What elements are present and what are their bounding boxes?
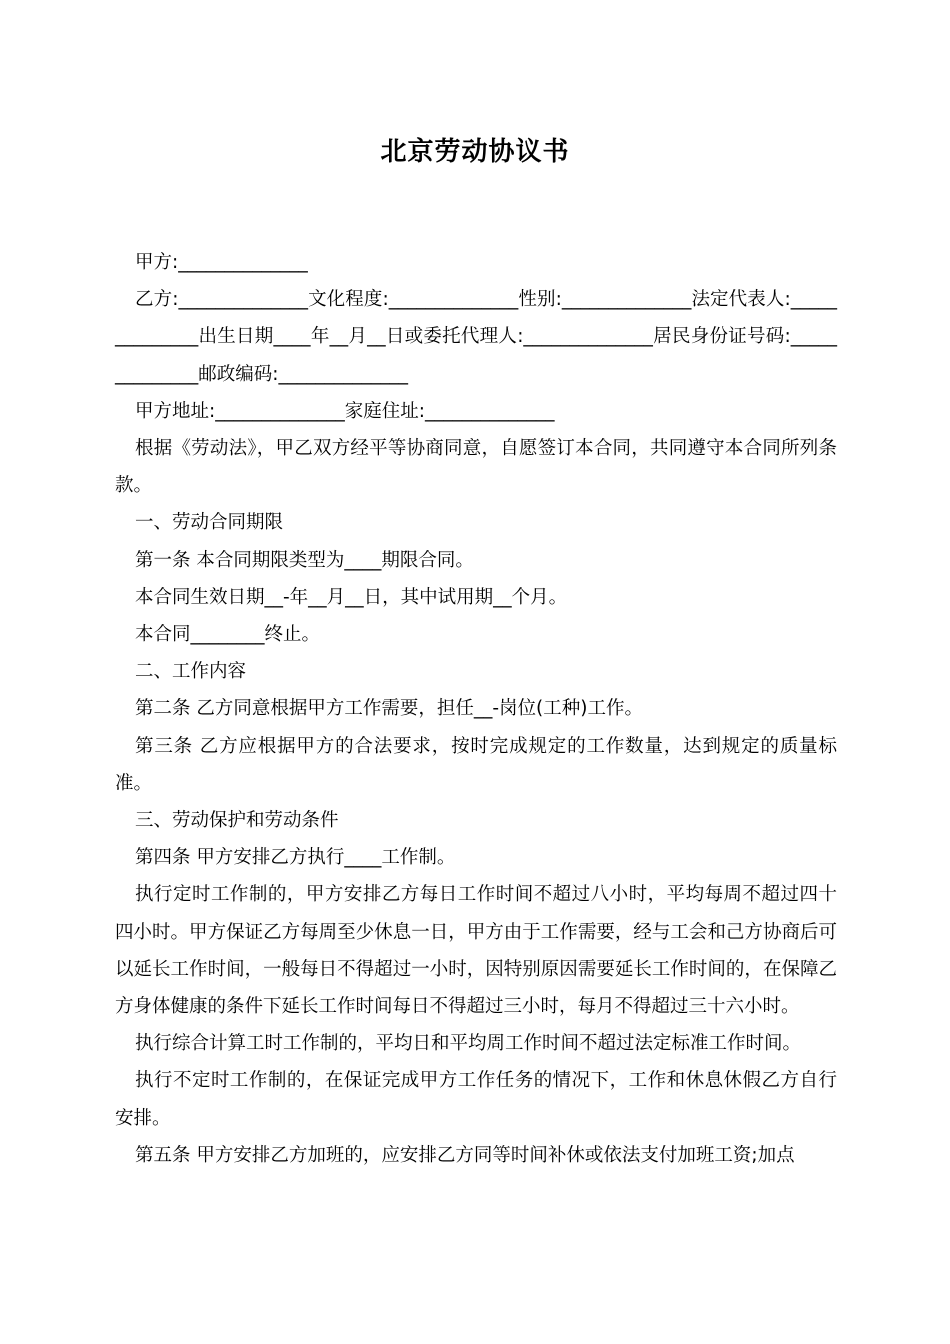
- termination-line: 本合同________终止。: [135, 624, 321, 646]
- article-1: 第一条 本合同期限类型为____期限合同。: [135, 549, 474, 571]
- section-heading-1: 一、劳动合同期限: [135, 512, 284, 534]
- section-heading-2: 二、工作内容: [135, 661, 247, 683]
- address-line: 甲方地址:______________家庭住址:______________: [135, 400, 555, 422]
- article-4: 第四条 甲方安排乙方执行____工作制。: [135, 847, 456, 869]
- party-b-info: 乙方:______________文化程度:______________性别:______________法定代表人:______________出生日期____年__月__日或委托代理人:______________居民身份证号码:______________邮政编码:______________: [115, 289, 837, 385]
- article-3: 第三条 乙方应根据甲方的合法要求，按时完成规定的工作数量，达到规定的质量标准。: [115, 735, 837, 794]
- fixed-hours-paragraph: 执行定时工作制的，甲方安排乙方每日工作时间不超过八小时，平均每周不超过四十四小时。甲方保证乙方每周至少休息一日，甲方由于工作需要，经与工会和己方协商后可以延长工作时间，一般每日不得超过一小时，因特别原因需要延长工作时间的，在保障乙方身体健康的条件下延长工作时间每日不得超过三小时，每月不得超过三十六小时。: [115, 884, 837, 1018]
- document-title: 北京劳动协议书: [380, 137, 570, 167]
- comprehensive-hours-paragraph: 执行综合计算工时工作制的，平均日和平均周工作时间不超过法定标准工作时间。: [135, 1033, 802, 1055]
- flexible-hours-paragraph: 执行不定时工作制的，在保证完成甲方工作任务的情况下，工作和休息休假乙方自行安排。: [115, 1070, 837, 1129]
- party-a-line: 甲方:______________: [135, 252, 308, 273]
- preamble-paragraph: 根据《劳动法》，甲乙双方经平等协商同意，自愿签订本合同，共同遵守本合同所列条款。: [115, 438, 837, 497]
- section-heading-3: 三、劳动保护和劳动条件: [135, 810, 339, 832]
- article-2: 第二条 乙方同意根据甲方工作需要，担任__-岗位(工种)工作。: [135, 698, 643, 720]
- document-body: [115, 244, 837, 1174]
- effective-date-line: 本合同生效日期__-年__月__日，其中试用期__个月。: [135, 586, 568, 608]
- article-5: 第五条 甲方安排乙方加班的，应安排乙方同等时间补休或依法支付加班工资;加点: [135, 1144, 795, 1166]
